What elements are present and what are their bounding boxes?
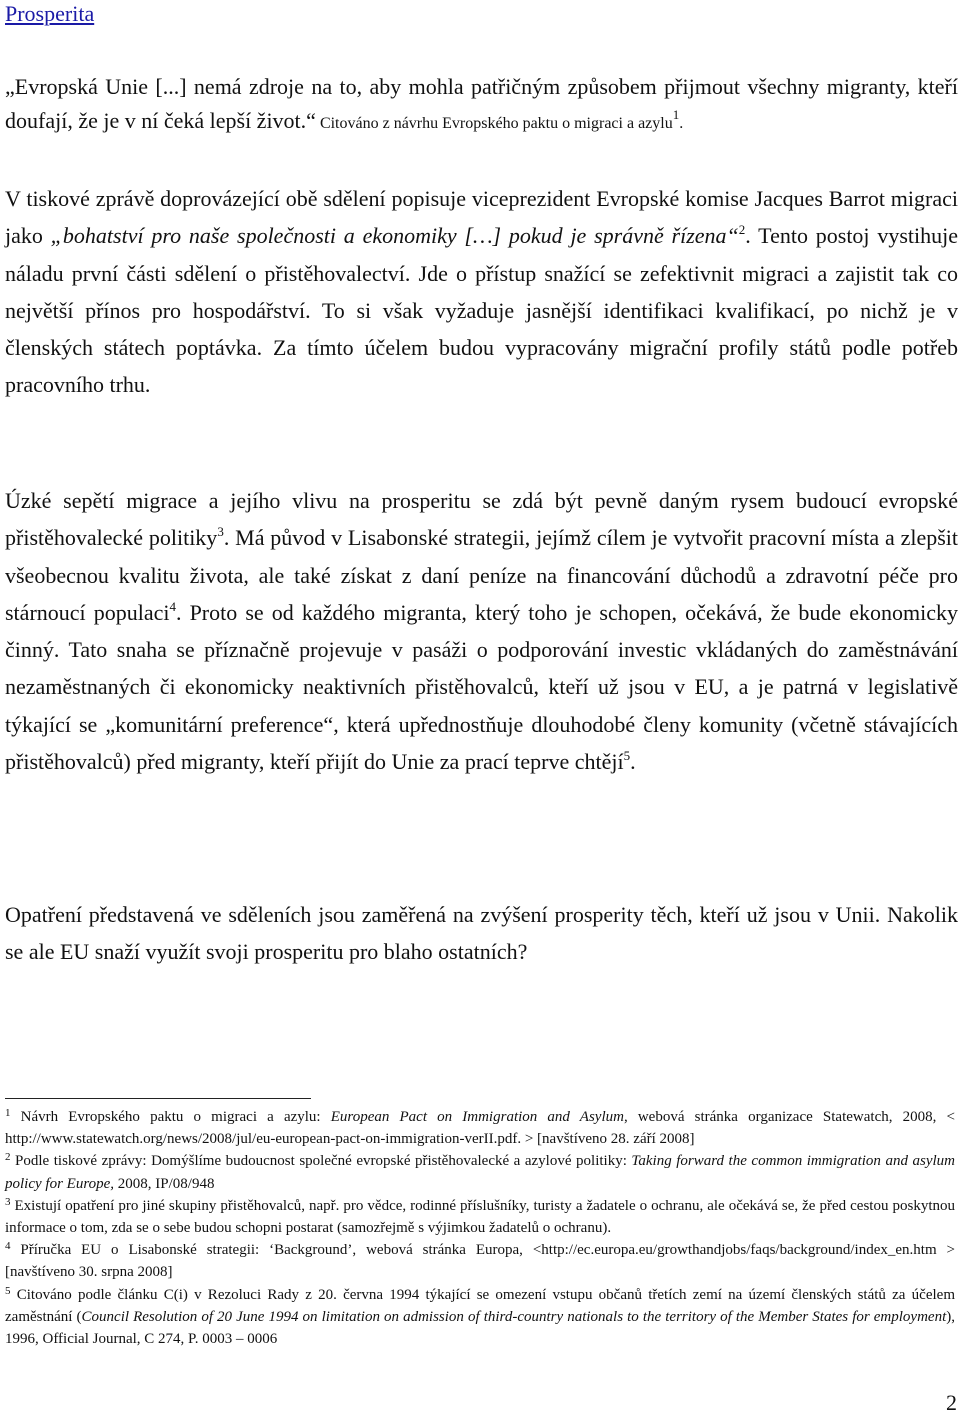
footnote-ref-3: 3 — [217, 523, 224, 539]
footnote-ref-1: 1 — [672, 106, 680, 122]
footnote-number: 3 — [5, 1195, 11, 1208]
footnote-text: ), 1996, Official Journal, C 274, P. 0003 – 0006 — [5, 1308, 955, 1348]
footnote-ref-4: 4 — [169, 598, 176, 614]
footnote-text: Podle tiskové zprávy: Domýšlíme budoucnost společné evropské přistěhovalecké a azylové politiky: — [10, 1153, 632, 1170]
footnote-text: Příručka EU o Lisabonské strategii: ‘Background’, webová stránka Europa, <http://ec.europa.eu/growthandjobs/faqs/background/index_en.htm > [navštíveno 30. srpna 2008] — [5, 1242, 955, 1281]
footnote-4 — [5, 1239, 955, 1283]
footnote-text: , webová stránka organizace Statewatch, 2008, < http://www.statewatch.org/news/2008/jul/eu-european-pact-on-immigration-verII.pdf. > [navštíveno 28. září 2008] — [5, 1109, 955, 1148]
footnote-title: European Pact on Immigration and Asylum — [330, 1109, 624, 1125]
footnote-2 — [5, 1150, 955, 1194]
paragraph-text: . Má původ v Lisabonské strategii, jejímž cílem je vytvořit pracovní místa a zlepšit všeobecnou kvalitu života, ale také získat z daní peníze na financování důchodů a zdravotní péče pro stárnoucí populaci — [5, 525, 958, 625]
footnote-number: 2 — [5, 1151, 11, 1164]
footnote-number: 1 — [5, 1107, 11, 1119]
paragraph-text: . Proto se od každého migranta, který toho je schopen, očekává, že bude ekonomicky činný. Tato snaha se příznačně projevuje v pasáži o podporování investic vkládaných do zaměstnávání nezaměstnaných či ekonomicky neaktivních přistěhovalců, kteří už jsou v EU, a je patrná v legislativě týkající se „komunitární preference“, která upřednostňuje dlouhodobé členy komunity (včetně stávajících přistěhovalců) před migranty, kteří přijít do Unie za prací teprve chtějí — [5, 599, 958, 775]
footnote-separator — [5, 1098, 311, 1099]
paragraph-text: . Tento postoj vystihuje náladu první části sdělení o přistěhovalectví. Jde o přístup snažící se zefektivnit migraci a zajistit tak co největší přínos pro hospodářství. To si však vyžaduje jasnější identifikaci kvalifikací, po nichž je v členských státech poptávka. Za tímto účelem budou vypracovány migrační profily států podle potřeb pracovního trhu. — [5, 223, 958, 398]
footnote-text: Existují opatření pro jiné skupiny přistěhovalců, např. pro vědce, rodinné příslušníky, turisty a žadatele o ochranu, ale očekává se, že před cestou poskytnou informace o tom, zda se o sebe budou schopni postarat (samozřejmě s výjimkou žadatelů o ochranu). — [5, 1197, 955, 1237]
footnote-ref-5: 5 — [623, 747, 631, 763]
quote-citation: Citováno z návrhu Evropského paktu o migraci a azylu — [315, 115, 673, 132]
opening-quote-paragraph — [5, 70, 958, 141]
paragraph-text: V tiskové zprávě doprovázející obě sdělení popisuje viceprezident Evropské komise Jacques Barrot migraci jako — [5, 186, 958, 249]
footnote-text: 2008, IP/08/948 — [114, 1175, 215, 1192]
paragraph-text: . — [630, 749, 636, 775]
paragraph-barrot — [5, 180, 958, 404]
footnote-title: Taking forward the common immigration and asylum policy for Europe, — [5, 1153, 955, 1192]
paragraph-text: Úzké sepětí migrace a jejího vlivu na prosperitu se zdá být pevně daným rysem budoucí evropské přistěhovalecké politiky — [5, 488, 958, 551]
footnote-number: 5 — [5, 1284, 11, 1297]
barrot-quote: „bohatství pro naše společnosti a ekonomiky […] pokud je správně řízena“ — [50, 223, 739, 249]
opening-quote: „Evropská Unie [...] nemá zdroje na to, aby mohla patřičným způsobem přijmout všechny migranty, kteří doufají, že je v ní čeká lepší život.“ — [5, 74, 958, 133]
footnote-number: 4 — [5, 1240, 11, 1253]
page-title-link[interactable]: Prosperita — [5, 1, 95, 26]
quote-citation-end: . — [679, 115, 684, 132]
footnote-text: Citováno podle článku C(i) v Rezoluci Rady z 20. června 1994 týkající se omezení vstupu občanů třetích zemí na území členských států za účelem zaměstnání ( — [5, 1286, 955, 1325]
page-number: 2 — [946, 1390, 957, 1415]
footnote-ref-2: 2 — [738, 221, 746, 237]
footnote-1 — [5, 1106, 955, 1150]
footnotes — [5, 1106, 955, 1350]
paragraph-lisbon — [5, 482, 958, 780]
footnote-5 — [5, 1284, 955, 1351]
footnote-3 — [5, 1195, 955, 1239]
footnote-text: Návrh Evropského paktu o migraci a azylu: — [10, 1109, 331, 1125]
paragraph-conclusion: Opatření představená ve sděleních jsou zaměřená na zvýšení prosperity těch, kteří už jsou v Unii. Nakolik se ale EU snaží využít svoji prosperitu pro blaho ostatních? — [5, 902, 958, 965]
footnote-title: Council Resolution of 20 June 1994 on limitation on admission of third-country nationals to the territory of the Member States for employment — [81, 1308, 947, 1325]
